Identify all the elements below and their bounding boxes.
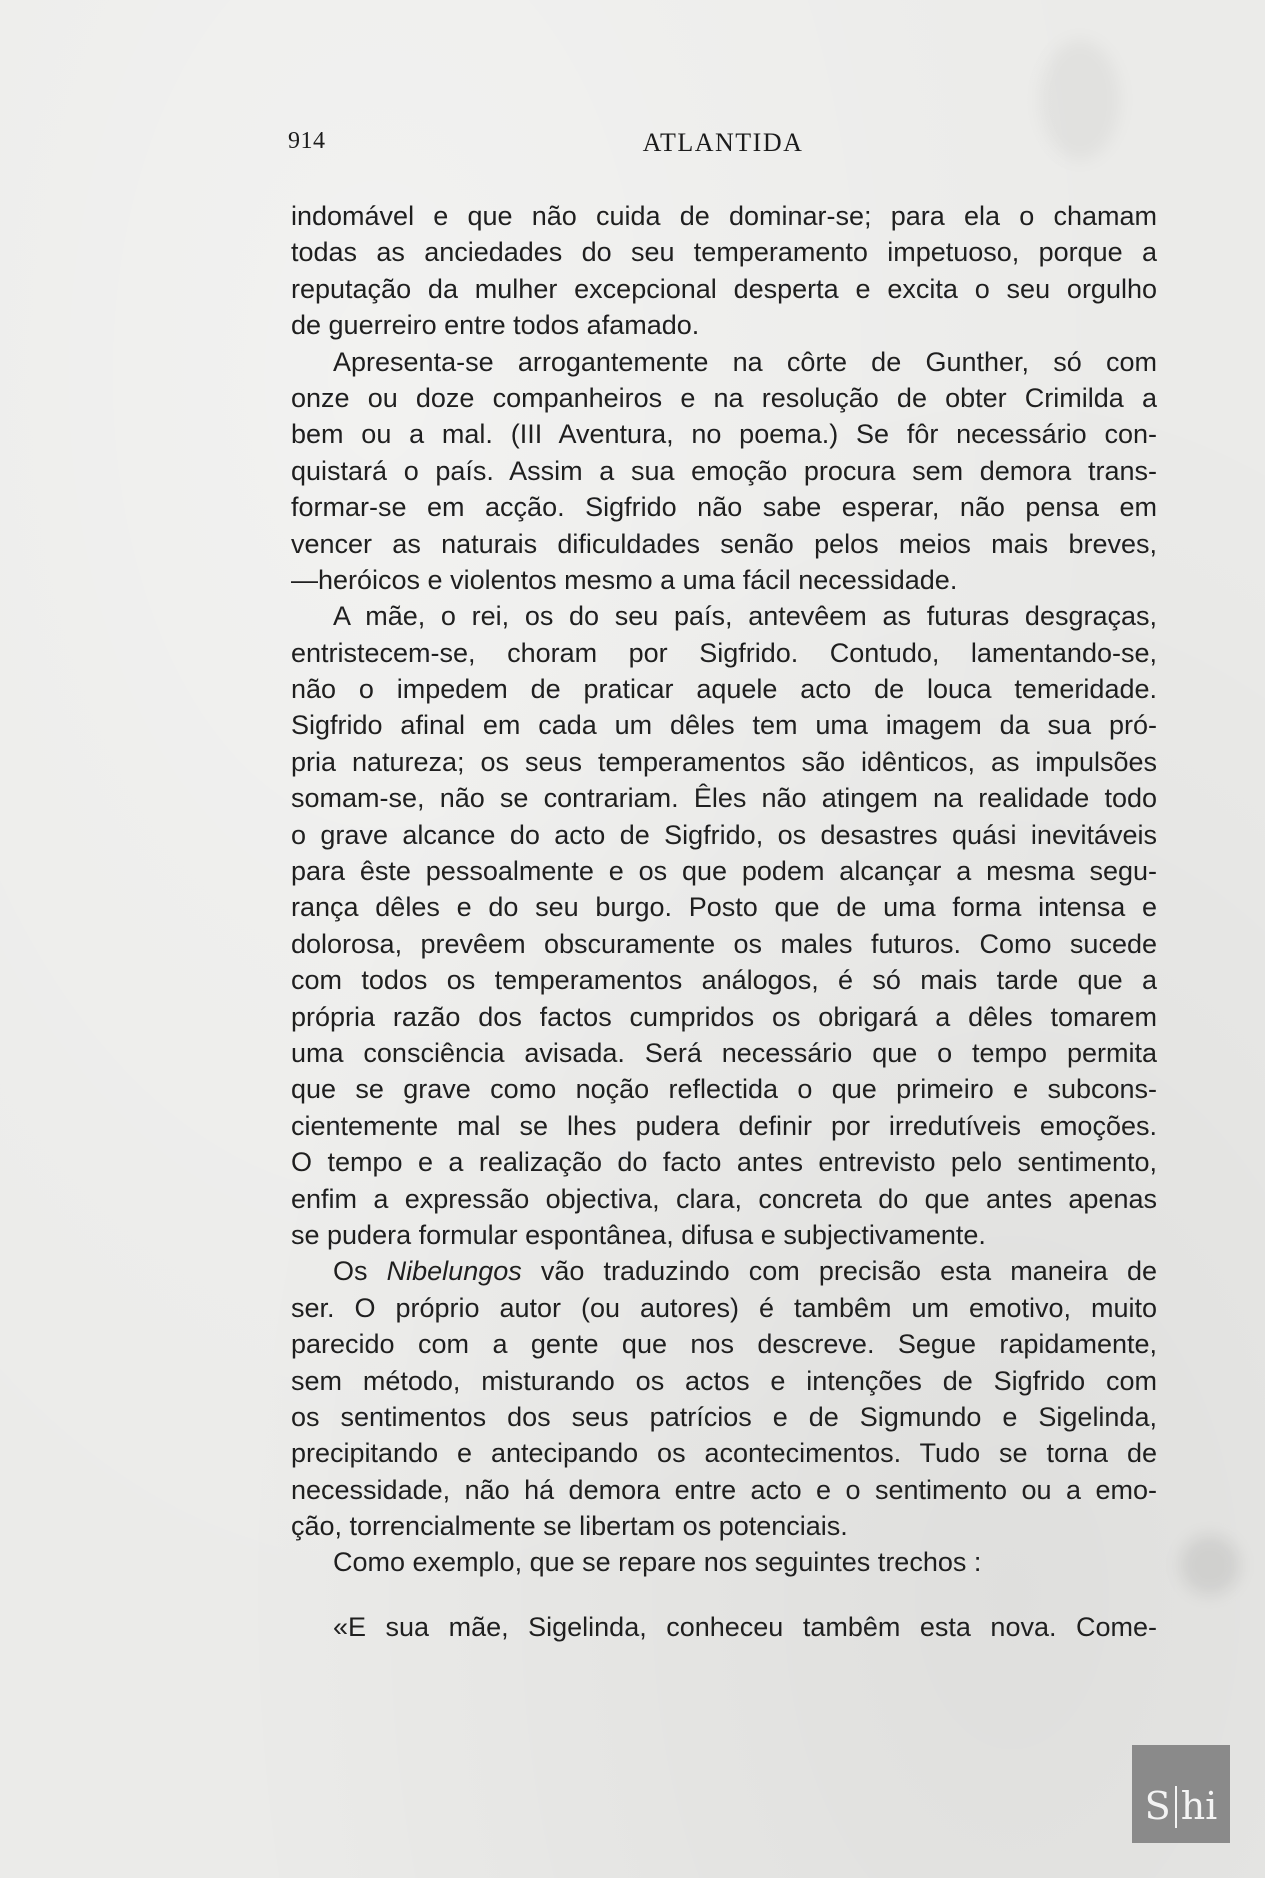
text-line: cientemente mal se lhes pudera definir por irredutíveis emoções. bbox=[291, 1110, 1157, 1141]
logo-mark bbox=[1145, 1784, 1218, 1828]
text-line: dolorosa, prevêem obscuramente os males futuros. Como sucede bbox=[291, 928, 1157, 959]
page-header bbox=[288, 128, 1158, 164]
paper-stain bbox=[1180, 1535, 1240, 1595]
text-line: necessidade, não há demora entre acto e o sentimento ou a emo- bbox=[291, 1474, 1157, 1505]
text-line: enfim a expressão objectiva, clara, concreta do que antes apenas bbox=[291, 1183, 1157, 1214]
text-line: se pudera formular espontânea, difusa e subjectivamente. bbox=[291, 1219, 986, 1250]
text-line: que se grave como noção reflectida o que primeiro e subcons- bbox=[291, 1074, 1157, 1105]
paragraph-gap bbox=[291, 1581, 1157, 1609]
body-text bbox=[291, 198, 1157, 1645]
logo-divider bbox=[1175, 1786, 1177, 1828]
text-line: própria razão dos factos cumpridos os obrigará a dêles tomarem bbox=[291, 1001, 1157, 1032]
text-line: precipitando e antecipando os acontecimentos. Tudo se torna de bbox=[291, 1438, 1157, 1469]
text-line-with-italic bbox=[291, 1253, 1157, 1289]
text-line: sem método, misturando os actos e intenções de Sigfrido com bbox=[291, 1365, 1157, 1396]
text-line: pria natureza; os seus temperamentos são idênticos, as impulsões bbox=[291, 746, 1157, 777]
text-line: os sentimentos dos seus patrícios e de Sigmundo e Sigelinda, bbox=[291, 1401, 1157, 1432]
text-line: somam-se, não se contrariam. Êles não atingem na realidade todo bbox=[291, 783, 1157, 814]
text-line: onze ou doze companheiros e na resolução de obter Crimilda a bbox=[291, 382, 1157, 413]
text-line: rança dêles e do seu burgo. Posto que de uma forma intensa e bbox=[291, 892, 1157, 923]
text-line: bem ou a mal. (III Aventura, no poema.) Se fôr necessário con- bbox=[291, 419, 1157, 450]
text-line: quistará o país. Assim a sua emoção procura sem demora trans- bbox=[291, 455, 1157, 486]
library-logo-watermark bbox=[1132, 1745, 1230, 1843]
running-title: ATLANTIDA bbox=[642, 128, 804, 157]
text-line: para êste pessoalmente e os que podem alcançar a mesma segu- bbox=[291, 856, 1157, 887]
page-number: 914 bbox=[288, 128, 326, 154]
text-line: indomável e que não cuida de dominar-se; para ela o chamam bbox=[291, 201, 1157, 231]
text-line: com todos os temperamentos análogos, é só mais tarde que a bbox=[291, 965, 1157, 996]
text-line: o grave alcance do acto de Sigfrido, os desastres quási inevitáveis bbox=[291, 819, 1157, 850]
text-line: todas as anciedades do seu temperamento impetuoso, porque a bbox=[291, 237, 1157, 268]
text-line: O tempo e a realização do facto antes entrevisto pelo sentimento, bbox=[291, 1147, 1157, 1178]
text-line: parecido com a gente que nos descreve. Segue rapidamente, bbox=[291, 1329, 1157, 1360]
text-line: A mãe, o rei, os do seu país, antevêem as futuras desgraças, bbox=[333, 601, 1157, 632]
text-line: Sigfrido afinal em cada um dêles tem uma imagem da sua pró- bbox=[291, 710, 1157, 741]
text-line: vencer as naturais dificuldades senão pelos meios mais breves, bbox=[291, 528, 1157, 559]
text-line: —heróicos e violentos mesmo a uma fácil necessidade. bbox=[291, 564, 958, 595]
text-line: de guerreiro entre todos afamado. bbox=[291, 310, 700, 341]
text-line: Apresenta-se arrogantemente na côrte de Gunther, só com bbox=[333, 346, 1157, 377]
text-line: formar-se em acção. Sigfrido não sabe esperar, não pensa em bbox=[291, 492, 1157, 523]
italic-title: Nibelungos bbox=[386, 1256, 522, 1287]
logo-letters-right: hi bbox=[1180, 1784, 1218, 1828]
logo-letter-left: S bbox=[1144, 1784, 1171, 1828]
quote-line: «E sua mãe, Sigelinda, conheceu tambêm esta nova. Come- bbox=[333, 1611, 1157, 1642]
text-line: uma consciência avisada. Será necessário que o tempo permita bbox=[291, 1037, 1157, 1068]
text-line: Como exemplo, que se repare nos seguintes trechos : bbox=[333, 1547, 982, 1578]
text-line: entristecem-se, choram por Sigfrido. Contudo, lamentando-se, bbox=[291, 637, 1157, 668]
text-line: ser. O próprio autor (ou autores) é tambêm um emotivo, muito bbox=[291, 1292, 1157, 1323]
text-line: não o impedem de praticar aquele acto de louca temeridade. bbox=[291, 674, 1157, 705]
text-line: ção, torrencialmente se libertam os potenciais. bbox=[291, 1511, 848, 1542]
text-line: reputação da mulher excepcional desperta e excita o seu orgulho bbox=[291, 273, 1157, 304]
text-fragment: Os bbox=[333, 1256, 368, 1287]
text-fragment: vão traduzindo com precisão esta maneira de bbox=[540, 1256, 1157, 1287]
